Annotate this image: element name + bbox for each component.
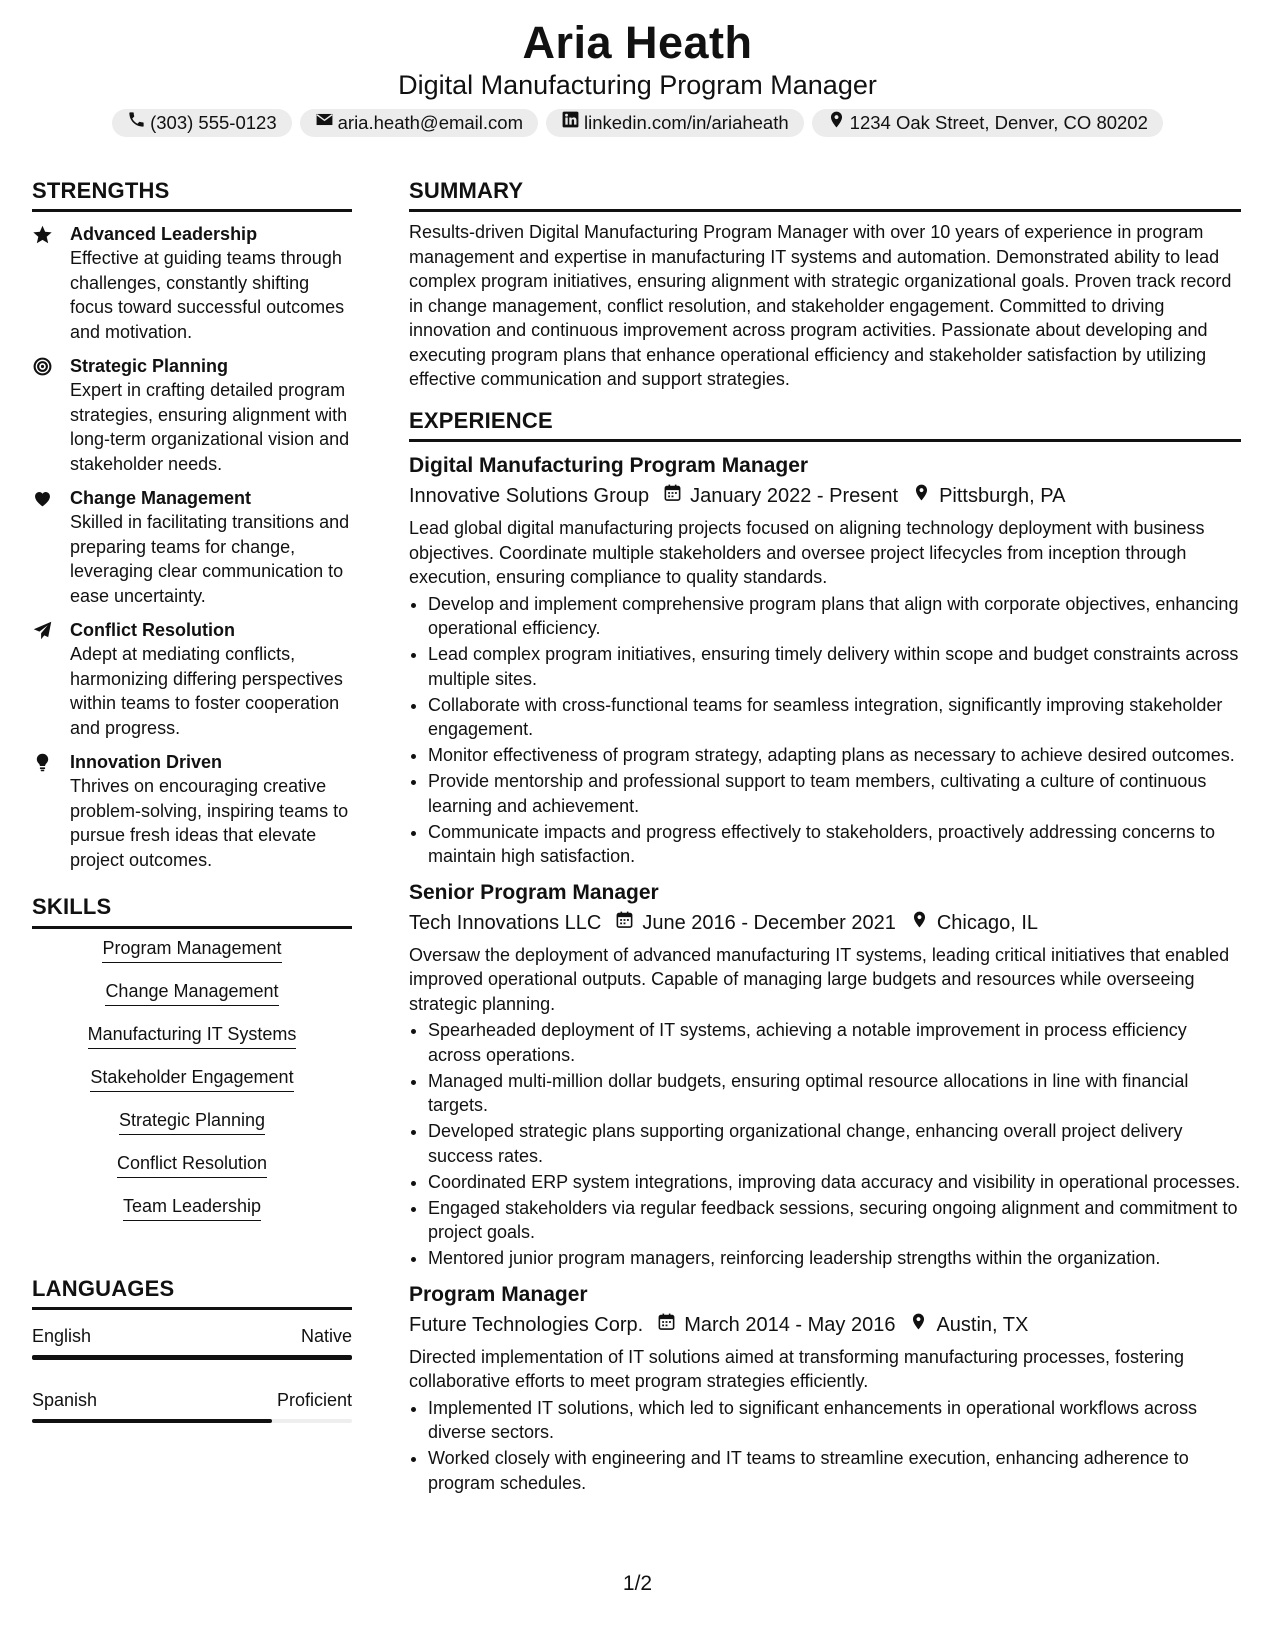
right-column xyxy=(409,178,1241,1497)
summary-heading: SUMMARY xyxy=(409,178,1241,212)
calendar-icon xyxy=(649,482,690,510)
job-bullets xyxy=(409,1018,1241,1271)
language-item xyxy=(32,1324,352,1360)
job-bullet: • Implemented IT solutions, which led to significant enhancements in operational workflows across diverse sectors. xyxy=(428,1396,1241,1445)
page-number: 1/2 xyxy=(622,1572,653,1595)
job-location: Chicago, IL xyxy=(936,911,1039,934)
job-dates: June 2016 - December 2021 xyxy=(642,911,896,934)
location-icon xyxy=(898,482,939,510)
job-meta xyxy=(409,909,1241,937)
job-description: Directed implementation of IT solutions aimed at transforming manufacturing processes, fostering collaborative efforts to meet program strategies efficiently. xyxy=(409,1346,1185,1392)
contact-phone-text: (303) 555-0123 xyxy=(150,111,277,133)
job-bullet: • Spearheaded deployment of IT systems, achieving a notable improvement in process efficiency across operations. xyxy=(428,1018,1241,1067)
job-bullet: • Collaborate with cross-functional teams for seamless integration, significantly improving stakeholder engagement. xyxy=(428,693,1241,742)
strength-desc: Effective at guiding teams through challenges, constantly shifting focus toward successful outcomes and motivation. xyxy=(70,248,345,342)
linkedin-icon xyxy=(561,110,580,135)
location-icon xyxy=(895,1311,936,1339)
job-company: Future Technologies Corp. xyxy=(409,1313,644,1336)
language-name: English xyxy=(32,1326,92,1347)
resume-header xyxy=(0,18,1275,137)
contact-address-text: 1234 Oak Street, Denver, CO 80202 xyxy=(849,111,1148,133)
language-proficiency-bar xyxy=(32,1419,352,1424)
strength-item xyxy=(32,222,352,344)
job-title: Senior Program Manager xyxy=(409,880,659,904)
candidate-name: Aria Heath xyxy=(522,17,753,68)
job-title: Program Manager xyxy=(409,1282,588,1306)
contact-linkedin-text: linkedin.com/in/ariaheath xyxy=(584,111,789,133)
paper-plane-icon xyxy=(32,618,70,740)
strength-item xyxy=(32,354,352,476)
contact-phone[interactable] xyxy=(112,109,292,137)
skill-tag: Program Management xyxy=(102,937,281,963)
job-bullet: • Coordinated ERP system integrations, improving data accuracy and visibility in operational processes. xyxy=(428,1170,1241,1195)
job-title: Digital Manufacturing Program Manager xyxy=(409,454,809,478)
target-icon xyxy=(32,354,70,476)
job-description: Oversaw the deployment of advanced manufacturing IT systems, leading critical initiatives that enabled improved operational outputs. Capable of managing large budgets and resources while overseeing strategic planning. xyxy=(409,944,1230,1014)
strength-item xyxy=(32,750,352,872)
job-bullet: • Engaged stakeholders via regular feedback sessions, securing ongoing alignment and commitment to project goals. xyxy=(428,1196,1241,1245)
job-bullet: • Developed strategic plans supporting organizational change, enhancing overall project delivery success rates. xyxy=(428,1119,1241,1168)
job-bullet: • Mentored junior program managers, reinforcing leadership strengths within the organization. xyxy=(428,1246,1241,1271)
location-icon xyxy=(827,110,846,135)
strength-item xyxy=(32,486,352,608)
lightbulb-icon xyxy=(32,750,70,872)
candidate-title: Digital Manufacturing Program Manager xyxy=(398,69,877,100)
job-description: Lead global digital manufacturing projects focused on aligning technology deployment with business objectives. Coordinate multiple stakeholders and oversee project lifecycles from inception through execution, ensuring compliance to quality standards. xyxy=(409,518,1205,588)
experience-section xyxy=(409,408,1241,1495)
job-bullets xyxy=(409,1396,1241,1496)
strength-desc: Expert in crafting detailed program strategies, ensuring alignment with long-term organizational vision and stakeholder needs. xyxy=(70,380,350,474)
strength-title: Conflict Resolution xyxy=(70,620,235,641)
language-level: Proficient xyxy=(276,1389,352,1410)
job-dates: January 2022 - Present xyxy=(690,485,899,508)
job-location: Austin, TX xyxy=(936,1313,1029,1336)
skill-tag: Team Leadership xyxy=(123,1195,261,1221)
job-company: Innovative Solutions Group xyxy=(409,485,650,508)
strength-desc: Thrives on encouraging creative problem-solving, inspiring teams to pursue fresh ideas that elevate project outcomes. xyxy=(70,776,349,870)
location-icon xyxy=(896,909,937,937)
strengths-heading: STRENGTHS xyxy=(32,178,352,212)
job-meta xyxy=(409,482,1241,510)
contact-linkedin[interactable] xyxy=(546,109,804,137)
strength-title: Advanced Leadership xyxy=(70,224,258,245)
languages-section xyxy=(32,1276,352,1423)
strength-desc: Skilled in facilitating transitions and preparing teams for change, leveraging clear communication to ease uncertainty. xyxy=(70,512,350,606)
skill-tag: Conflict Resolution xyxy=(117,1152,267,1178)
left-column xyxy=(32,178,352,1423)
strength-item xyxy=(32,618,352,740)
strength-desc: Adept at mediating conflicts, harmonizing differing perspectives within teams to foster cooperation and progress. xyxy=(70,644,343,738)
email-icon xyxy=(315,110,334,135)
language-name: Spanish xyxy=(32,1389,98,1410)
strength-title: Innovation Driven xyxy=(70,752,223,773)
skills-list xyxy=(32,937,352,1238)
strengths-section xyxy=(32,178,352,872)
contact-email-text: aria.heath@email.com xyxy=(337,111,523,133)
job-bullet: • Managed multi-million dollar budgets, ensuring optimal resource allocations in line with financial targets. xyxy=(428,1069,1241,1118)
experience-list xyxy=(409,452,1241,1495)
summary-section xyxy=(409,178,1241,392)
contact-bar xyxy=(0,109,1275,137)
job-entry xyxy=(409,879,1241,1271)
skill-tag: Change Management xyxy=(105,980,278,1006)
skills-heading: SKILLS xyxy=(32,894,352,928)
job-location: Pittsburgh, PA xyxy=(939,485,1066,508)
job-bullet: • Monitor effectiveness of program strategy, adapting plans as necessary to achieve desired outcomes. xyxy=(428,743,1241,768)
calendar-icon xyxy=(601,909,642,937)
language-proficiency-fill xyxy=(32,1355,352,1360)
language-item xyxy=(32,1388,352,1424)
language-level: Native xyxy=(300,1326,352,1347)
job-meta xyxy=(409,1311,1241,1339)
job-entry xyxy=(409,1281,1241,1496)
heart-icon xyxy=(32,486,70,608)
languages-heading: LANGUAGES xyxy=(32,1276,352,1310)
job-bullet: • Worked closely with engineering and IT teams to streamline execution, enhancing adherence to program schedules. xyxy=(428,1446,1241,1495)
job-bullet: • Provide mentorship and professional support to team members, cultivating a culture of continuous learning and achievement. xyxy=(428,769,1241,818)
job-bullet: • Lead complex program initiatives, ensuring timely delivery within scope and budget constraints across multiple sites. xyxy=(428,642,1241,691)
skills-section xyxy=(32,894,352,1237)
language-proficiency-fill xyxy=(32,1419,272,1424)
phone-icon xyxy=(127,110,146,135)
job-bullet: • Communicate impacts and progress effectively to stakeholders, proactively addressing concerns to maintain high satisfaction. xyxy=(428,820,1241,869)
job-bullets xyxy=(409,592,1241,869)
contact-email[interactable] xyxy=(300,109,538,137)
star-icon xyxy=(32,222,70,344)
skill-tag: Strategic Planning xyxy=(119,1109,265,1135)
job-bullet: • Develop and implement comprehensive program plans that align with corporate objectives, enhancing operational efficiency. xyxy=(428,592,1241,641)
job-company: Tech Innovations LLC xyxy=(409,911,602,934)
language-proficiency-bar xyxy=(32,1355,352,1360)
job-entry xyxy=(409,452,1241,869)
contact-address[interactable] xyxy=(812,109,1163,137)
strength-title: Strategic Planning xyxy=(70,356,229,377)
skill-tag: Manufacturing IT Systems xyxy=(88,1023,297,1049)
summary-text: Results-driven Digital Manufacturing Program Manager with over 10 years of experience in program management and expertise in manufacturing IT systems and automation. Demonstrated ability to lead complex program initiatives, ensuring alignment with strategic organizational goals. Proven track record in change management, conflict resolution, and stakeholder engagement. Committed to driving innovation and continuous improvement across program activities. Passionate about developing and executing program plans that enhance operational efficiency and stakeholder satisfaction by utilizing effective communication and support strategies. xyxy=(409,222,1232,390)
calendar-icon xyxy=(643,1311,684,1339)
strength-title: Change Management xyxy=(70,488,252,509)
job-dates: March 2014 - May 2016 xyxy=(684,1313,896,1336)
experience-heading: EXPERIENCE xyxy=(409,408,1241,442)
skill-tag: Stakeholder Engagement xyxy=(90,1066,293,1092)
